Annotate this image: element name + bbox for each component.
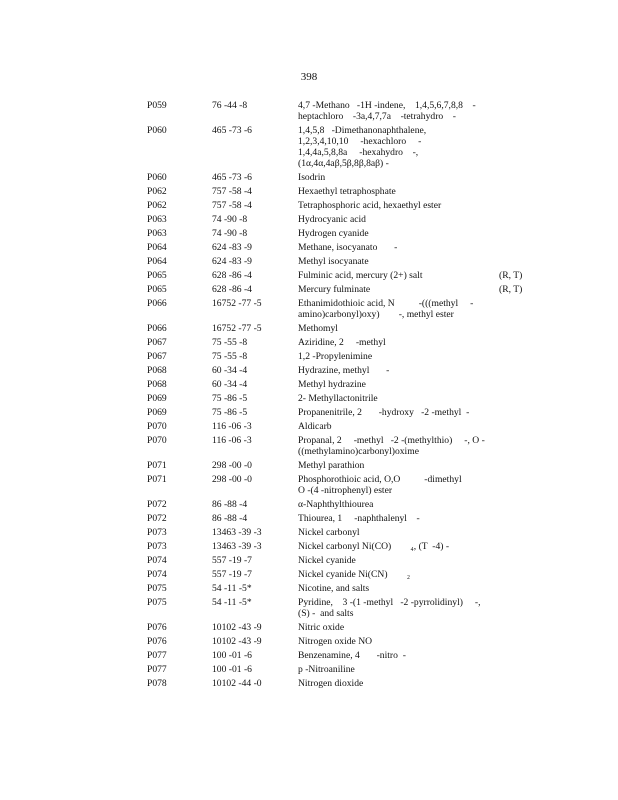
waste-code: P071 (147, 474, 167, 485)
substance-name-line: Nickel cyanide Ni(CN) ₂ (298, 569, 411, 580)
waste-code: P071 (147, 460, 167, 471)
hazard-code: (R, T) (499, 270, 523, 281)
table-row (147, 298, 527, 320)
substance-name-line: Aldicarb (298, 421, 332, 432)
table-row (147, 555, 527, 566)
substance-name (298, 228, 527, 239)
table-row (147, 527, 527, 538)
waste-code: P076 (147, 636, 167, 647)
waste-code: P063 (147, 228, 167, 239)
table-row (147, 474, 527, 496)
cas-number: 557 -19 -7 (212, 555, 252, 566)
waste-code: P074 (147, 555, 167, 566)
table-row (147, 460, 527, 471)
waste-code: P077 (147, 650, 167, 661)
table-row (147, 200, 527, 211)
cas-number: 116 -06 -3 (212, 421, 252, 432)
substance-name-line: Phosphorothioic acid, O,O -dimethyl (298, 474, 462, 485)
cas-number: 54 -11 -5* (212, 583, 252, 594)
table-row (147, 678, 527, 689)
substance-name (298, 527, 527, 538)
waste-code: P060 (147, 172, 167, 183)
substance-name (298, 337, 527, 348)
cas-number: 75 -55 -8 (212, 351, 248, 362)
substance-name-line: amino)carbonyl)oxy) -, methyl ester (298, 309, 454, 320)
table-row (147, 664, 527, 675)
waste-code: P070 (147, 421, 167, 432)
cas-number: 60 -34 -4 (212, 379, 248, 390)
table-row (147, 421, 527, 432)
substance-name-line: Hydrocyanic acid (298, 214, 366, 225)
table-row (147, 622, 527, 633)
substance-name (298, 256, 527, 267)
substance-name (298, 636, 527, 647)
substance-name-line: Methyl parathion (298, 460, 365, 471)
waste-code: P062 (147, 186, 167, 197)
substance-name (298, 200, 527, 211)
table-row (147, 256, 527, 267)
table-row (147, 351, 527, 362)
substance-name (298, 365, 527, 376)
waste-code: P068 (147, 365, 167, 376)
substance-name (298, 678, 527, 689)
substance-name-line: Methyl isocyanate (298, 256, 369, 267)
table-row (147, 242, 527, 253)
cas-number: 624 -83 -9 (212, 256, 252, 267)
substance-name-line: p -Nitroaniline (298, 664, 355, 675)
substance-name (298, 393, 527, 404)
table-row (147, 365, 527, 376)
substance-name (298, 172, 527, 183)
substance-name-line: 4,7 -Methano -1H -indene, 1,4,5,6,7,8,8 - (298, 100, 476, 111)
substance-name-line: Nickel cyanide (298, 555, 356, 566)
waste-code: P075 (147, 597, 167, 608)
cas-number: 628 -86 -4 (212, 270, 252, 281)
cas-number: 100 -01 -6 (212, 664, 252, 675)
substance-name-line: Nitric oxide (298, 622, 345, 633)
waste-code: P066 (147, 323, 167, 334)
substance-name-line: α-Naphthylthiourea (298, 499, 374, 510)
cas-number: 86 -88 -4 (212, 499, 248, 510)
waste-code: P075 (147, 583, 167, 594)
cas-number: 757 -58 -4 (212, 200, 252, 211)
substance-name-line: Methyl hydrazine (298, 379, 366, 390)
substance-name (298, 555, 527, 566)
substance-name-line: O -(4 -nitrophenyl) ester (298, 485, 393, 496)
waste-code: P078 (147, 678, 167, 689)
substance-name-line: Tetraphosphoric acid, hexaethyl ester (298, 200, 442, 211)
substance-name (298, 351, 527, 362)
cas-number: 76 -44 -8 (212, 100, 248, 111)
waste-code: P064 (147, 242, 167, 253)
waste-code: P064 (147, 256, 167, 267)
cas-number: 465 -73 -6 (212, 125, 252, 136)
cas-number: 13463 -39 -3 (212, 527, 262, 538)
waste-code: P060 (147, 125, 167, 136)
cas-number: 60 -34 -4 (212, 365, 248, 376)
table-row (147, 513, 527, 524)
table-row (147, 100, 527, 122)
substance-name (298, 270, 527, 281)
substance-name-line: (1α,4α,4aβ,5β,8β,8aβ) - (298, 158, 389, 169)
table-row (147, 597, 527, 619)
substance-name (298, 186, 527, 197)
table-row (147, 569, 527, 580)
substance-name (298, 622, 527, 633)
table-row (147, 541, 527, 552)
substance-name-line: 1,4,5,8 -Dimethanonaphthalene, (298, 125, 427, 136)
substance-name-line: Hydrazine, methyl - (298, 365, 390, 376)
substance-name-line: heptachloro -3a,4,7,7a -tetrahydro - (298, 111, 456, 122)
waste-code: P073 (147, 541, 167, 552)
waste-code: P068 (147, 379, 167, 390)
substance-name-line: Thiourea, 1 -naphthalenyl - (298, 513, 420, 524)
cas-number: 10102 -43 -9 (212, 622, 262, 633)
substance-name-line: Propanal, 2 -methyl -2 -(methylthio) -, O - (298, 435, 485, 446)
table-row (147, 172, 527, 183)
substance-name-line: 1,2 -Propylenimine (298, 351, 373, 362)
substance-name-line: Nitrogen dioxide (298, 678, 364, 689)
substance-name-line: Pyridine, 3 -(1 -methyl -2 -pyrrolidinyl) -, (298, 597, 481, 608)
substance-name (298, 650, 527, 661)
waste-code: P066 (147, 298, 167, 309)
table-row (147, 650, 527, 661)
waste-code: P072 (147, 513, 167, 524)
cas-number: 628 -86 -4 (212, 284, 252, 295)
substance-name-line: Fulminic acid, mercury (2+) salt (298, 270, 423, 281)
cas-number: 16752 -77 -5 (212, 298, 262, 309)
substance-name (298, 323, 527, 334)
substance-name (298, 125, 527, 169)
waste-code: P062 (147, 200, 167, 211)
cas-number: 75 -55 -8 (212, 337, 248, 348)
table-row (147, 270, 527, 281)
table-row (147, 636, 527, 647)
substance-name (298, 513, 527, 524)
table-row (147, 228, 527, 239)
table-row (147, 583, 527, 594)
substance-name-line: 1,4,4a,5,8,8a -hexahydro -, (298, 147, 419, 158)
waste-code: P065 (147, 270, 167, 281)
substance-name (298, 100, 527, 122)
hazard-code: (R, T) (499, 284, 523, 295)
substance-name-line: 1,2,3,4,10,10 -hexachloro - (298, 136, 422, 147)
waste-code: P065 (147, 284, 167, 295)
waste-code: P073 (147, 527, 167, 538)
substance-name-line: Methomyl (298, 323, 338, 334)
substance-name (298, 284, 527, 295)
table-row (147, 393, 527, 404)
substance-name (298, 435, 527, 457)
cas-number: 16752 -77 -5 (212, 323, 262, 334)
table-row (147, 323, 527, 334)
waste-code: P067 (147, 337, 167, 348)
substance-name-line: Ethanimidothioic acid, N -(((methyl - (298, 298, 474, 309)
cas-number: 74 -90 -8 (212, 214, 248, 225)
substance-name (298, 460, 527, 471)
substance-name-line: Benzenamine, 4 -nitro - (298, 650, 406, 661)
substance-name-line: Hydrogen cyanide (298, 228, 369, 239)
substance-name-line: Isodrin (298, 172, 326, 183)
substance-name (298, 664, 527, 675)
cas-number: 74 -90 -8 (212, 228, 248, 239)
waste-code: P069 (147, 407, 167, 418)
substance-name (298, 474, 527, 496)
substance-name (298, 379, 527, 390)
substance-name (298, 298, 527, 320)
cas-number: 10102 -44 -0 (212, 678, 262, 689)
substance-name (298, 583, 527, 594)
cas-number: 100 -01 -6 (212, 650, 252, 661)
substance-name-line: 2- Methyllactonitrile (298, 393, 378, 404)
table-row (147, 407, 527, 418)
substance-name-line: ((methylamino)carbonyl)oxime (298, 446, 419, 457)
waste-code: P074 (147, 569, 167, 580)
cas-number: 298 -00 -0 (212, 460, 252, 471)
table-row (147, 214, 527, 225)
table-row (147, 499, 527, 510)
page-number: 398 (300, 71, 318, 83)
substance-name-line: Propanenitrile, 2 -hydroxy -2 -methyl - (298, 407, 470, 418)
substance-name (298, 407, 527, 418)
cas-number: 557 -19 -7 (212, 569, 252, 580)
substance-name (298, 569, 527, 580)
cas-number: 75 -86 -5 (212, 393, 248, 404)
waste-code: P059 (147, 100, 167, 111)
waste-code: P077 (147, 664, 167, 675)
cas-number: 624 -83 -9 (212, 242, 252, 253)
substance-name-line: (S) - and salts (298, 608, 354, 619)
cas-number: 54 -11 -5* (212, 597, 252, 608)
cas-number: 10102 -43 -9 (212, 636, 262, 647)
waste-code: P076 (147, 622, 167, 633)
substance-name-line: Nitrogen oxide NO (298, 636, 373, 647)
cas-number: 757 -58 -4 (212, 186, 252, 197)
waste-code: P067 (147, 351, 167, 362)
cas-number: 465 -73 -6 (212, 172, 252, 183)
waste-code: P070 (147, 435, 167, 446)
substance-name (298, 499, 527, 510)
substance-name (298, 214, 527, 225)
cas-number: 86 -88 -4 (212, 513, 248, 524)
table-row (147, 186, 527, 197)
substance-name-line: Methane, isocyanato - (298, 242, 398, 253)
substance-name-line: Nickel carbonyl Ni(CO) ₄, (T -4) - (298, 541, 450, 552)
substance-name (298, 597, 527, 619)
waste-code: P069 (147, 393, 167, 404)
substance-name (298, 242, 527, 253)
table-row (147, 125, 527, 169)
cas-number: 75 -86 -5 (212, 407, 248, 418)
table-row (147, 284, 527, 295)
substance-name (298, 541, 527, 552)
table-row (147, 379, 527, 390)
substance-name (298, 421, 527, 432)
substance-name-line: Aziridine, 2 -methyl (298, 337, 386, 348)
substance-name-line: Nickel carbonyl (298, 527, 360, 538)
substance-name-line: Nicotine, and salts (298, 583, 370, 594)
waste-code: P072 (147, 499, 167, 510)
cas-number: 298 -00 -0 (212, 474, 252, 485)
substance-name-line: Mercury fulminate (298, 284, 371, 295)
cas-number: 116 -06 -3 (212, 435, 252, 446)
table-row (147, 337, 527, 348)
waste-code: P063 (147, 214, 167, 225)
hazardous-waste-table (147, 100, 527, 692)
substance-name-line: Hexaethyl tetraphosphate (298, 186, 396, 197)
table-row (147, 435, 527, 457)
cas-number: 13463 -39 -3 (212, 541, 262, 552)
